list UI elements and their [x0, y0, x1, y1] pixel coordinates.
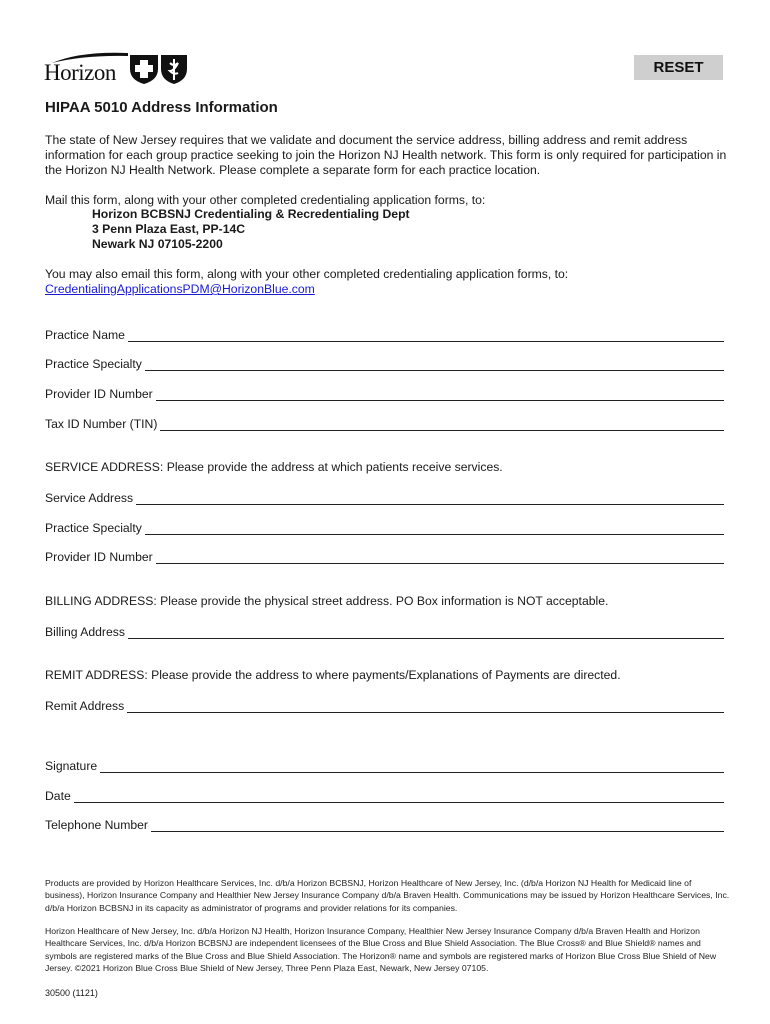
- field-label: Billing Address: [45, 625, 125, 639]
- billing-address-input[interactable]: [128, 626, 724, 639]
- mail-instruction: Mail this form, along with your other completed credentialing application forms, to:: [45, 193, 486, 207]
- intro-paragraph: The state of New Jersey requires that we validate and document the service address, billing address and remit address information for each group practice seeking to join the Horizon NJ Health network. This form is only required for participation in the Horizon NJ Health Network. Please complete a separate form for each practice location.: [45, 133, 727, 177]
- field-label: Signature: [45, 759, 98, 773]
- email-link[interactable]: CredentialingApplicationsPDM@HorizonBlue.com: [45, 282, 315, 296]
- remit-address-input[interactable]: [127, 700, 724, 713]
- mailing-address: [92, 207, 410, 252]
- form-number: 30500 (1121): [45, 988, 98, 998]
- signature-input[interactable]: [100, 760, 724, 773]
- mailing-address-line: Newark NJ 07105-2200: [92, 237, 223, 251]
- field-label: Remit Address: [45, 699, 125, 713]
- provider-id-field: [45, 385, 724, 401]
- telephone-field: [45, 816, 724, 832]
- mailing-address-line: Horizon BCBSNJ Credentialing & Recredentialing Dept: [92, 207, 410, 221]
- footer-licensing: Horizon Healthcare of New Jersey, Inc. d/b/a Horizon NJ Health, Horizon Insurance Company, Healthier New Jersey Insurance Company d/b/a Braven Health and Horizon Healthcare Services, Inc. d/b/a Horizon BCBSNJ are independent licensees of the Blue Cross and Blue Shield Association. The Blue Cross® and Blue Shield® names and symbols are registered marks of the Blue Cross and Blue Shield Association. The Horizon® name and symbols are registered marks of Horizon Blue Cross Blue Shield of New Jersey. ©2021 Horizon Blue Cross Blue Shield of New Jersey, Three Penn Plaza East, Newark, New Jersey 07105.: [45, 926, 717, 974]
- service-address-input[interactable]: [136, 492, 724, 505]
- field-label: Provider ID Number: [45, 550, 153, 564]
- billing-address-heading: BILLING ADDRESS: Please provide the physical street address. PO Box information is NOT acceptable.: [45, 594, 609, 608]
- email-instruction-text: You may also email this form, along with your other completed credentialing application forms, to:: [45, 267, 569, 281]
- remit-address-heading: REMIT ADDRESS: Please provide the address to where payments/Explanations of Payments are directed.: [45, 668, 621, 682]
- date-input[interactable]: [74, 790, 724, 803]
- logo-wordmark: Horizon: [44, 60, 116, 85]
- field-label: Service Address: [45, 491, 134, 505]
- field-label: Tax ID Number (TIN): [45, 417, 158, 431]
- practice-name-input[interactable]: [128, 329, 724, 342]
- tax-id-input[interactable]: [160, 418, 724, 431]
- date-field: [45, 787, 724, 803]
- field-label: Provider ID Number: [45, 387, 153, 401]
- service-practice-specialty-input[interactable]: [145, 522, 724, 535]
- horizon-logo: [44, 51, 189, 85]
- service-address-field: [45, 489, 724, 505]
- email-instruction: [45, 267, 735, 297]
- field-label: Telephone Number: [45, 818, 148, 832]
- provider-id-input[interactable]: [156, 388, 724, 401]
- telephone-input[interactable]: [151, 819, 724, 832]
- mailing-address-line: 3 Penn Plaza East, PP-14C: [92, 222, 246, 236]
- billing-address-field: [45, 623, 724, 639]
- reset-button[interactable]: RESET: [634, 55, 723, 80]
- service-address-heading: SERVICE ADDRESS: Please provide the address at which patients receive services.: [45, 460, 503, 474]
- field-label: Practice Specialty: [45, 521, 142, 535]
- signature-field: [45, 757, 724, 773]
- field-label: Date: [45, 789, 71, 803]
- practice-specialty-field: [45, 355, 724, 371]
- practice-specialty-input[interactable]: [145, 358, 724, 371]
- tax-id-field: [45, 415, 724, 431]
- service-practice-specialty-field: [45, 519, 724, 535]
- practice-name-field: [45, 326, 724, 342]
- service-provider-id-field: [45, 548, 724, 564]
- page-title: HIPAA 5010 Address Information: [45, 99, 278, 116]
- service-provider-id-input[interactable]: [156, 551, 724, 564]
- footer-disclaimer: Products are provided by Horizon Healthcare Services, Inc. d/b/a Horizon BCBSNJ, Horizon Healthcare of New Jersey, Inc. (d/b/a Horizon NJ Health for Medicaid line of business), Horizon Insurance Company and Healthier New Jersey Insurance Company d/b/a Braven Health. Communications may be issued by Horizon Healthcare Services, Inc. d/b/a Horizon BCBSNJ in its capacity as administrator of programs and provider relations for its companies.: [45, 878, 730, 913]
- remit-address-field: [45, 697, 724, 713]
- field-label: Practice Name: [45, 328, 125, 342]
- field-label: Practice Specialty: [45, 357, 142, 371]
- blue-cross-blue-shield-icon: [129, 51, 189, 85]
